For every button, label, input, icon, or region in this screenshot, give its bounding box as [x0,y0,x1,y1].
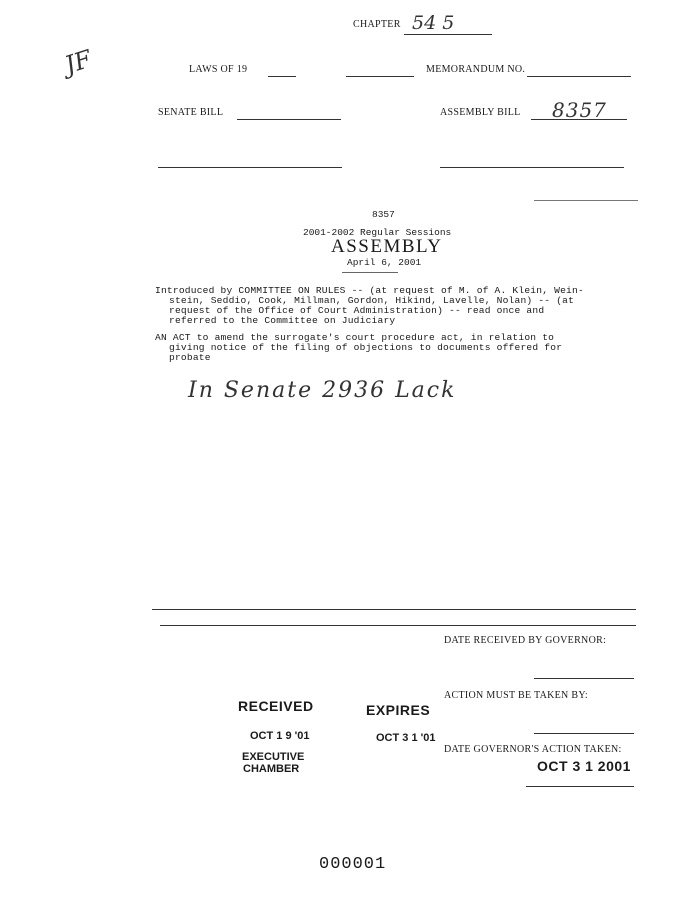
date-received-line [534,678,634,679]
bill-date: April 6, 2001 [347,257,422,268]
received-stamp-title: RECEIVED [238,698,314,714]
action-taken-stamp-value: OCT 3 1 2001 [537,758,631,774]
chapter-handwritten-value: 54 5 [412,12,455,34]
senate-bill-label: SENATE BILL [158,107,224,118]
assembly-bill-handwritten-value: 8357 [552,98,607,122]
handwritten-initials: JF [61,44,95,80]
blank-line-left [158,167,342,168]
introduction-line-1: Introduced by COMMITTEE ON RULES -- (at request of M. of A. Klein, Wein- [155,285,584,296]
divider-line-2 [160,625,636,626]
laws-year-line [268,76,296,77]
received-stamp-executive: EXECUTIVE [242,751,305,763]
blank-line-right [440,167,624,168]
divider-line-1 [152,609,636,610]
act-line-1: AN ACT to amend the surrogate's court procedure act, in relation to [155,332,555,343]
laws-label: LAWS OF 19 [189,64,248,75]
bill-sessions: 2001-2002 Regular Sessions [303,227,452,238]
date-underline [342,272,398,273]
assembly-bill-label: ASSEMBLY BILL [440,107,521,118]
memorandum-label: MEMORANDUM NO. [426,64,526,75]
blank-line-short [534,200,638,201]
action-must-label: ACTION MUST BE TAKEN BY: [444,690,589,701]
introduction-line-2: stein, Seddio, Cook, Millman, Gordon, Hikind, Lavelle, Nolan) -- (at [169,295,575,306]
chapter-line [404,34,492,35]
senate-bill-line [237,119,341,120]
memorandum-line [527,76,631,77]
action-taken-label: DATE GOVERNOR'S ACTION TAKEN: [444,744,622,755]
received-stamp-chamber: CHAMBER [243,763,300,775]
expires-stamp-date: OCT 3 1 '01 [376,732,436,744]
bill-number: 8357 [372,209,395,220]
action-taken-line [526,786,634,787]
introduction-line-3: request of the Office of Court Administration) -- read once and [169,305,545,316]
handwritten-senate-note: In Senate 2936 Lack [188,378,457,403]
bill-house-title: ASSEMBLY [331,236,443,257]
introduction-line-4: referred to the Committee on Judiciary [169,315,396,326]
page-number: 000001 [319,855,387,874]
action-must-line [534,733,634,734]
date-received-label: DATE RECEIVED BY GOVERNOR: [444,635,607,646]
act-line-3: probate [169,352,211,363]
act-line-2: giving notice of the filing of objections to documents offered for [169,342,563,353]
chapter-label: CHAPTER [353,19,401,30]
received-stamp-date: OCT 1 9 '01 [250,730,310,742]
laws-number-line [346,76,414,77]
expires-stamp-title: EXPIRES [366,702,431,718]
